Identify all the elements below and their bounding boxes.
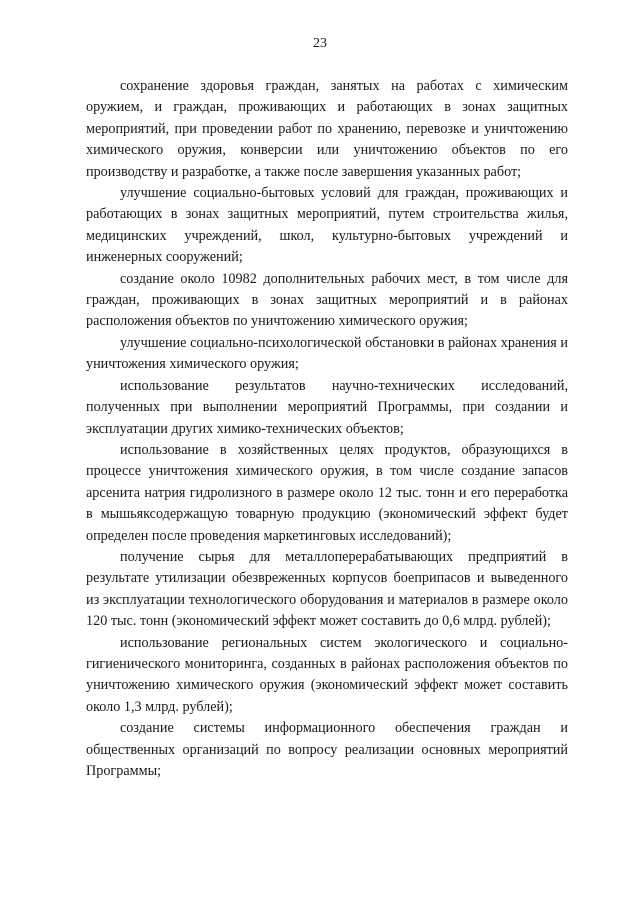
paragraph: использование результатов научно-технических исследований, полученных при выполнении мероприятий Программы, при создании и эксплуатации других химико-технических объектов; <box>86 377 568 437</box>
paragraph: использование в хозяйственных целях продуктов, образующихся в процессе уничтожения химического оружия, в том числе создание запасов арсенита натрия гидролизного в размере около 12 тыс. тонн и его переработка в мышьяксодержащую товарную продукцию (экономический эффект будет определен после проведения маркетинговых исследований); <box>86 441 568 544</box>
paragraph: создание системы информационного обеспечения граждан и общественных организаций по вопросу реализации основных мероприятий Программы; <box>86 720 568 779</box>
paragraph: получение сырья для металлоперерабатывающих предприятий в результате утилизации обезвреженных корпусов боеприпасов и выведенного из эксплуатации технологического оборудования и материалов в размере около 120 тыс. тонн (экономический эффект может составить до 0,6 млрд. рублей); <box>86 548 568 630</box>
document-body <box>86 76 568 782</box>
paragraph: улучшение социально-бытовых условий для граждан, проживающих и работающих в зонах защитных мероприятий, путем строительства жилья, медицинских учреждений, школ, культурно-бытовых учреждений и инженерных сооружений; <box>86 185 568 266</box>
paragraph: сохранение здоровья граждан, занятых на работах с химическим оружием, и граждан, проживающих и работающих в зонах защитных мероприятий, при проведении работ по хранению, перевозке и уничтожению химического оружия, конверсии или уничтожению объектов по его производству и разработке, а также после завершения указанных работ; <box>86 78 568 180</box>
paragraph: использование региональных систем экологического и социально-гигиенического мониторинга, созданных в районах расположения объектов по уничтожению химического оружия (экономический эффект может составить около 1,3 млрд. рублей); <box>86 634 568 715</box>
paragraph: улучшение социально-психологической обстановки в районах хранения и уничтожения химического оружия; <box>86 334 568 373</box>
paragraph: создание около 10982 дополнительных рабочих мест, в том числе для граждан, проживающих в зонах защитных мероприятий и в районах расположения объектов по уничтожению химического оружия; <box>86 270 568 330</box>
page-number: 23 <box>313 36 327 51</box>
